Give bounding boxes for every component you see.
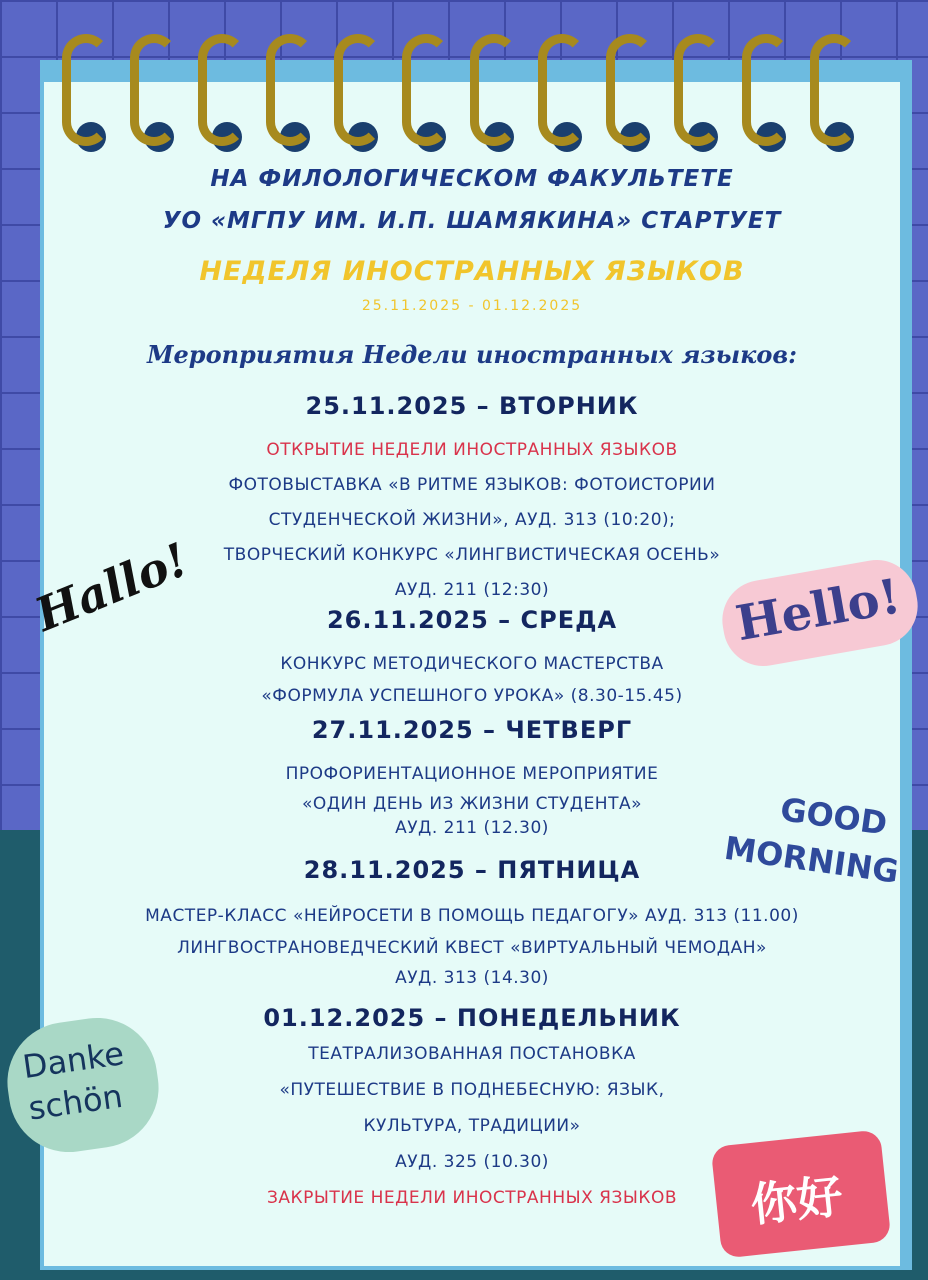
- ring: [606, 30, 666, 160]
- header-line-1: НА ФИЛОЛОГИЧЕСКОМ ФАКУЛЬТЕТЕ: [210, 166, 734, 192]
- event-line: КОНКУРС МЕТОДИЧЕСКОГО МАСТЕРСТВА: [280, 654, 664, 674]
- day-heading: 27.11.2025 – ЧЕТВЕРГ: [311, 716, 633, 744]
- event-line: ЗАКРЫТИЕ НЕДЕЛИ ИНОСТРАННЫХ ЯЗЫКОВ: [266, 1188, 677, 1208]
- event-line: АУД. 325 (10.30): [395, 1152, 549, 1172]
- day-heading: 28.11.2025 – ПЯТНИЦА: [303, 856, 641, 884]
- ring: [470, 30, 530, 160]
- day-heading: 26.11.2025 – СРЕДА: [326, 606, 618, 634]
- ring: [266, 30, 326, 160]
- event-line: ОТКРЫТИЕ НЕДЕЛИ ИНОСТРАННЫХ ЯЗЫКОВ: [266, 440, 678, 460]
- ring: [198, 30, 258, 160]
- spiral-binding: [62, 30, 882, 170]
- header-line-2: УО «МГПУ ИМ. И.П. ШАМЯКИНА» СТАРТУЕТ: [162, 208, 782, 234]
- ring: [402, 30, 462, 160]
- danke-text: Danke: [20, 1034, 127, 1087]
- event-line: ЛИНГВОСТРАНОВЕДЧЕСКИЙ КВЕСТ «ВИРТУАЛЬНЫЙ ЧЕМОДАН»: [177, 938, 767, 958]
- nihao-text: 你好: [748, 1168, 846, 1233]
- event-line: ПРОФОРИЕНТАЦИОННОЕ МЕРОПРИЯТИЕ: [285, 764, 659, 784]
- morning-text: MORNING: [722, 828, 902, 891]
- events-subtitle: Мероприятия Недели иностранных языков:: [146, 340, 798, 369]
- week-dates: 25.11.2025 - 01.12.2025: [361, 298, 583, 314]
- ring: [334, 30, 394, 160]
- hello-text: Hello!: [731, 568, 905, 653]
- event-line: ТВОРЧЕСКИЙ КОНКУРС «ЛИНГВИСТИЧЕСКАЯ ОСЕНЬ»: [223, 545, 721, 565]
- event-line: МАСТЕР-КЛАСС «НЕЙРОСЕТИ В ПОМОЩЬ ПЕДАГОГУ» АУД. 313 (11.00): [145, 906, 799, 926]
- nihao-sticker: [711, 1129, 892, 1258]
- event-line: АУД. 211 (12.30): [395, 818, 549, 838]
- event-line: КУЛЬТУРА, ТРАДИЦИИ»: [363, 1116, 581, 1136]
- event-line: ТЕАТРАЛИЗОВАННАЯ ПОСТАНОВКА: [308, 1044, 636, 1064]
- event-line: СТУДЕНЧЕСКОЙ ЖИЗНИ», АУД. 313 (10:20);: [268, 510, 676, 530]
- ring: [538, 30, 598, 160]
- event-line: АУД. 211 (12:30): [394, 580, 550, 600]
- ring: [810, 30, 870, 160]
- day-heading: 01.12.2025 – ПОНЕДЕЛЬНИК: [263, 1004, 681, 1032]
- event-line: «ФОРМУЛА УСПЕШНОГО УРОКА» (8.30-15.45): [261, 686, 683, 706]
- day-heading: 25.11.2025 – ВТОРНИК: [305, 392, 639, 420]
- ring: [62, 30, 122, 160]
- ring: [742, 30, 802, 160]
- schon-text: schön: [26, 1076, 125, 1128]
- ring: [130, 30, 190, 160]
- good-text: GOOD: [777, 790, 890, 843]
- event-line: ФОТОВЫСТАВКА «В РИТМЕ ЯЗЫКОВ: ФОТОИСТОРИИ: [228, 475, 716, 495]
- week-title: НЕДЕЛЯ ИНОСТРАННЫХ ЯЗЫКОВ: [199, 256, 745, 287]
- ring: [674, 30, 734, 160]
- event-line: «ОДИН ДЕНЬ ИЗ ЖИЗНИ СТУДЕНТА»: [301, 794, 643, 814]
- hallo-sticker: Hallo!: [27, 532, 196, 642]
- event-line: АУД. 313 (14.30): [395, 968, 549, 988]
- event-line: «ПУТЕШЕСТВИЕ В ПОДНЕБЕСНУЮ: ЯЗЫК,: [279, 1080, 665, 1100]
